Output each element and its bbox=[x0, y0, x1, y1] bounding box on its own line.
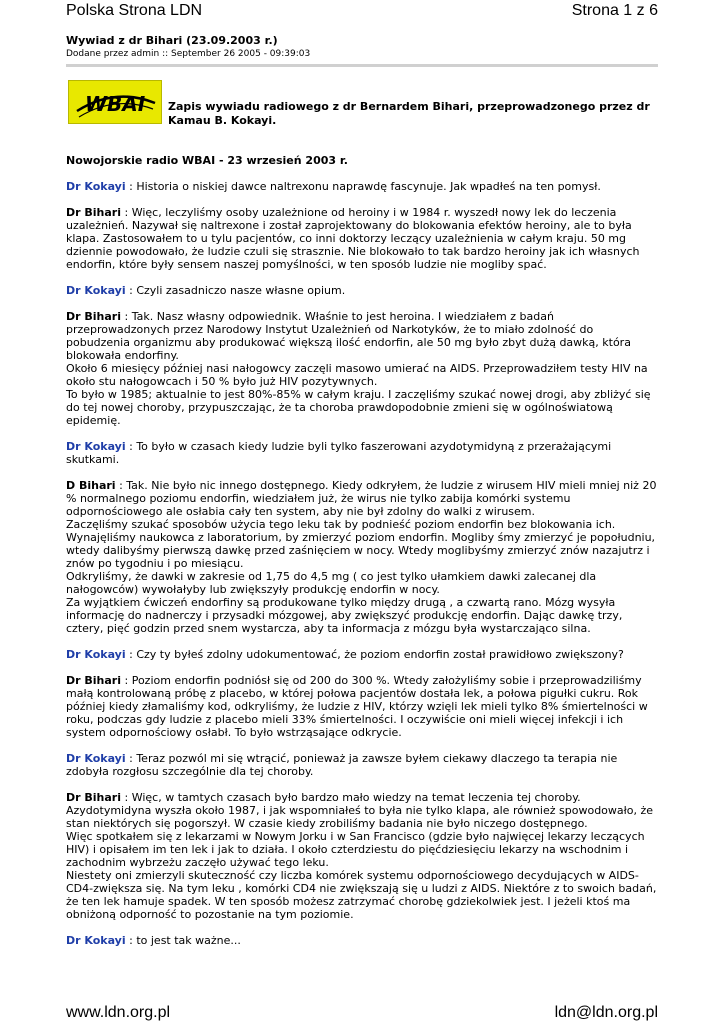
speaker-name: Dr Bihari bbox=[66, 674, 121, 687]
interview-paragraph bbox=[66, 479, 660, 635]
article-title: Wywiad z dr Bihari (23.09.2003 r.) bbox=[66, 34, 278, 47]
logo-text: WBAI bbox=[85, 92, 146, 116]
speaker-name: Dr Kokayi bbox=[66, 648, 126, 661]
footer-website: www.ldn.org.pl bbox=[66, 1004, 171, 1021]
paragraph-text: : Czyli zasadniczo nasze własne opium. bbox=[125, 284, 346, 297]
paragraph-text: : to jest tak ważne... bbox=[125, 934, 241, 947]
interview-paragraph bbox=[66, 440, 660, 466]
site-name: Polska Strona LDN bbox=[66, 2, 203, 19]
interview-paragraph bbox=[66, 674, 660, 739]
page-header bbox=[66, 2, 658, 24]
interview-paragraph bbox=[66, 791, 660, 921]
speaker-name: Dr Bihari bbox=[66, 310, 121, 323]
divider bbox=[66, 64, 658, 67]
speaker-name: D Bihari bbox=[66, 479, 116, 492]
paragraph-text: : Teraz pozwól mi się wtrącić, ponieważ ja zawsze byłem ciekawy dlaczego ta terapia nie zdobyła rozgłosu szczególnie dla tej choroby. bbox=[66, 752, 618, 778]
speaker-name: Dr Kokayi bbox=[66, 284, 126, 297]
paragraph-text: : To było w czasach kiedy ludzie byli tylko faszerowani azydotymidyną z przerażającymi skutkami. bbox=[66, 440, 612, 466]
speaker-name: Dr Kokayi bbox=[66, 180, 126, 193]
interview-paragraph bbox=[66, 284, 660, 297]
article-body bbox=[66, 154, 660, 960]
speaker-name: Dr Kokayi bbox=[66, 440, 126, 453]
interview-paragraph bbox=[66, 648, 660, 661]
paragraph-text: : Historia o niskiej dawce naltrexonu naprawdę fascynuje. Jak wpadłeś na ten pomysł. bbox=[125, 180, 601, 193]
article-meta: Dodane przez admin :: September 26 2005 - 09:39:03 bbox=[66, 49, 311, 59]
interview-paragraphs bbox=[66, 180, 660, 947]
paragraph-text: : Więc, w tamtych czasach było bardzo mało wiedzy na temat leczenia tej choroby. Azydotymidyna wyszła około 1987, i jak wspomniałeś to była nie tylko klapa, ale również spowodowało, że stan niektórych się pogorszył. W czasie kiedy zrobiliśmy badania nie było niczego dostępnego. Więc spotkałem się z lekarzami w Nowym Jorku i w San Francisco (gdzie było najwięcej lekarzy leczących HIV) i opisałem im ten lek i jak to działa. I około czterdziestu do pięćdziesięciu lekarzy na wschodnim i zachodnim wybrzeżu zaczęło używać tego leku. Niestety oni zmierzyli skuteczność czy liczba komórek systemu odpornościowego decydujących w AIDS-CD4-zwiększa się. Na tym leku , komórki CD4 nie zwiększają się u ludzi z AIDS. Niektóre z to swoich badań, że ten lek hamuje spadek. W ten sposób możesz zatrzymać chorobę gdziekolwiek jest. I jeżeli ktoś ma obniżoną odporność to pozostanie na tym poziomie. bbox=[66, 791, 657, 921]
interview-paragraph bbox=[66, 934, 660, 947]
subtitle: Nowojorskie radio WBAI - 23 wrzesień 2003 r. bbox=[66, 154, 348, 167]
footer-email: ldn@ldn.org.pl bbox=[554, 1004, 658, 1021]
interview-paragraph bbox=[66, 206, 660, 271]
speaker-name: Dr Bihari bbox=[66, 206, 121, 219]
paragraph-text: : Więc, leczyliśmy osoby uzależnione od heroiny i w 1984 r. wyszedł nowy lek do leczenia uzależnień. Nazywał się naltrexone i został zaprojektowany do blokowania efektów heroiny, ale to była klapa. Zastosowałem to u tylu pacjentów, co inni doktorzy leczący uzależnienia w całym kraju. 50 mg dziennie powodowało, że ludzie czuli się strasznie. Nie blokowało to tak bardzo heroiny jak ich własnych endorfin, które były sensem naszej pomyślności, w ten sposób ludzie nie mogliby spać. bbox=[66, 206, 640, 271]
paragraph-text: : Tak. Nasz własny odpowiednik. Właśnie to jest heroina. I wiedziałem z badań przeprowadzonych przez Narodowy Instytut Uzależnień od Narkotyków, że to miało zdolność do pobudzenia organizmu aby produkować większą ilość endorfin, ale 50 mg było zbyt dużą dawką, która blokowała endorfiny. Około 6 miesięcy później nasi nałogowcy zaczęli masowo umierać na AIDS. Przeprowadziłem testy HIV na około stu nałogowcach i 50 % było już HIV pozytywnych. To było w 1985; aktualnie to jest 80%-85% w całym kraju. I zaczęliśmy szukać nowej drogi, aby zbliżyć się do tej nowej choroby, przypuszczając, że ta choroba prawdopodobnie zmieni się w ogólnoświatową epidemię. bbox=[66, 310, 651, 427]
speaker-name: Dr Bihari bbox=[66, 791, 121, 804]
interview-paragraph bbox=[66, 310, 660, 427]
wbai-logo bbox=[68, 80, 162, 124]
speaker-name: Dr Kokayi bbox=[66, 752, 126, 765]
paragraph-text: : Poziom endorfin podniósł się od 200 do 300 %. Wtedy założyliśmy sobie i przeprowadziliśmy małą kontrolowaną próbę z placebo, w której połowa pacjentów dostała lek, a połowa pigułki cukru. Rok później kiedy złamaliśmy kod, odkryliśmy, że ludzie z HIV, którzy wzięli lek mieli tylko 8% śmiertelności w roku, podczas gdy ludzie z placebo mieli 33% śmiertelności. I oczywiście oni mieli więcej infekcji i ich system odpornościowy osłabł. To było wstrząsające odkrycie. bbox=[66, 674, 648, 739]
paragraph-text: : Tak. Nie było nic innego dostępnego. Kiedy odkryłem, że ludzie z wirusem HIV mieli mniej niż 20 % normalnego poziomu endorfin, wiedziałem już, że wirus nie tylko zabija komórki systemu odpornościowego ale osłabia cały ten system, aby nie był zdolny do walki z wirusem. Zaczęliśmy szukać sposobów użycia tego leku tak by podnieść poziom endorfin bez blokowania ich. Wynajęliśmy naukowca z laboratorium, by zmierzyć poziom endorfin. Mogliby śmy zmierzyć je popołudniu, wtedy dalibyśmy pierwszą dawkę przed zaśnięciem w nocy. Wtedy moglibyśmy zmierzyć znów nazajutrz i znów po tygodniu i po miesiącu. Odkryliśmy, że dawki w zakresie od 1,75 do 4,5 mg ( co jest tylko ułamkiem dawki zalecanej dla nałogowców) wywołałyby lub zwiększyły produkcję endorfin w nocy. Za wyjątkiem ćwiczeń endorfiny są produkowane tylko między drugą , a czwartą rano. Mózg wysyła informację do nadnerczy i przysadki mózgowej, aby zwiększyć produkcję endorfin. Dając dawkę trzy, cztery, pięć godzin przed snem wystarcza, aby ta informacja z mózgu była wystarczająco silna. bbox=[66, 479, 657, 635]
interview-paragraph bbox=[66, 180, 660, 193]
interview-paragraph bbox=[66, 752, 660, 778]
speaker-name: Dr Kokayi bbox=[66, 934, 126, 947]
page-number: Strona 1 z 6 bbox=[571, 2, 658, 19]
article-intro: Zapis wywiadu radiowego z dr Bernardem Bihari, przeprowadzonego przez dr Kamau B. Kokayi. bbox=[168, 100, 650, 127]
page-footer bbox=[66, 1004, 658, 1024]
paragraph-text: : Czy ty byłeś zdolny udokumentować, że poziom endorfin został prawidłowo zwiększony? bbox=[125, 648, 624, 661]
